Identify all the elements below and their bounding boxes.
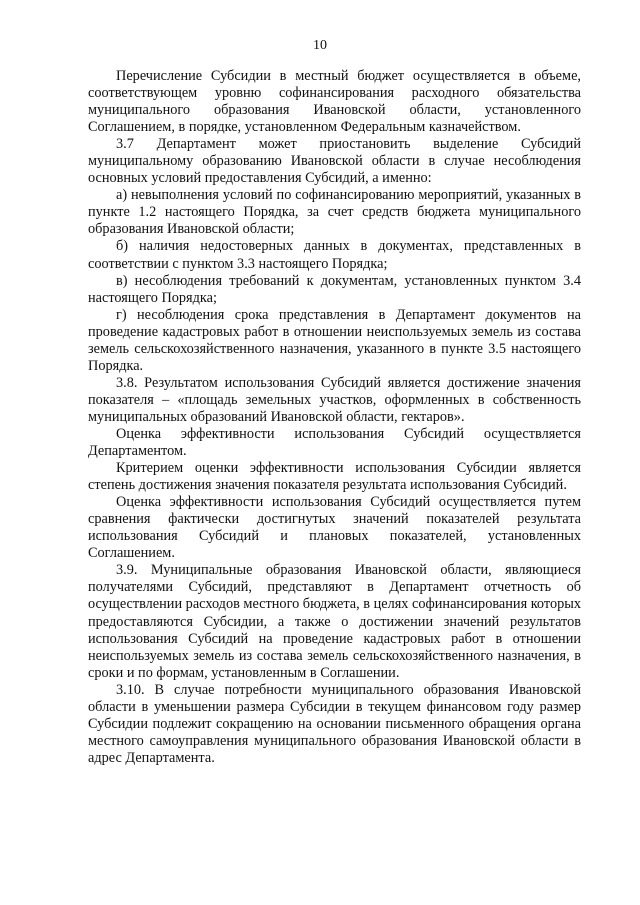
paragraph-3-9: 3.9. Муниципальные образования Ивановской области, являющиеся получателями Субсидий, представляют в Департамент отчетность об осуществлении расходов местного бюджета, в целях софинансирования которых предоставляются Субсидии, а также о достижении значений результатов использования Субсидий на проведение кадастровых работ в отношении неиспользуемых земель из состава земель сельскохозяйственного назначения, в сроки и по формам, установленным в Соглашении. [88, 562, 582, 681]
document-body [88, 68, 581, 767]
paragraph-criterion: Критерием оценки эффективности использования Субсидии является степень достижения значения показателя результата использования Субсидий. [88, 460, 581, 494]
paragraph-3-7-d: г) несоблюдения срока представления в Департамент документов на проведение кадастровых работ в отношении неиспользуемых земель из состава земель сельскохозяйственного назначения, указанного в пункте 3.5 настоящего Порядка. [88, 306, 581, 374]
paragraph-3-7-b: б) наличия недостоверных данных в документах, представленных в соответствии с пунктом 3.3 настоящего Порядка; [88, 238, 581, 272]
paragraph-evaluation-method: Оценка эффективности использования Субсидий осуществляется путем сравнения фактически достигнутых значений показателей результата использования Субсидий и плановых показателей, установленных Соглашением. [88, 494, 581, 562]
paragraph-3-7-a: а) невыполнения условий по софинансированию мероприятий, указанных в пункте 1.2 настоящего Порядка, за счет средств бюджета муниципального образования Ивановской области; [88, 187, 581, 238]
paragraph-transfer: Перечисление Субсидии в местный бюджет осуществляется в объеме, соответствующем уровню софинансирования расходного обязательства муниципального образования Ивановской области, установленного Соглашением, в порядке, установленном Федеральным казначейством. [88, 68, 581, 136]
paragraph-3-7: 3.7 Департамент может приостановить выделение Субсидий муниципальному образованию Ивановской области в случае несоблюдения основных условий предоставления Субсидий, а именно: [88, 136, 581, 187]
paragraph-3-8: 3.8. Результатом использования Субсидий является достижение значения показателя – «площадь земельных участков, оформленных в собственность муниципальных образований Ивановской области, гектаров». [88, 374, 581, 425]
paragraph-3-10: 3.10. В случае потребности муниципального образования Ивановской области в уменьшении размера Субсидии в текущем финансовом году размер Субсидии подлежит сокращению на основании письменного обращения органа местного самоуправления муниципального образования Ивановской области в адрес Департамента. [88, 681, 581, 766]
page-number: 10 [313, 38, 327, 53]
paragraph-3-7-c: в) несоблюдения требований к документам, установленных пунктом 3.4 настоящего Порядка; [88, 272, 581, 306]
paragraph-evaluation: Оценка эффективности использования Субсидий осуществляется Департаментом. [88, 425, 581, 460]
